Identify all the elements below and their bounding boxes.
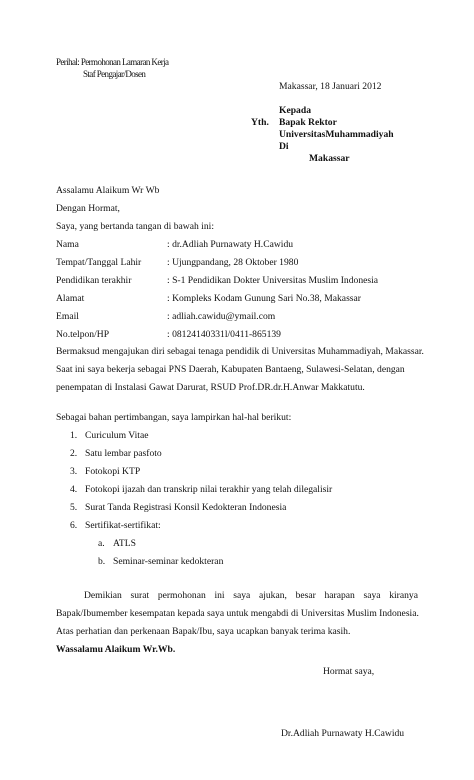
closing-word: surat [130,590,150,601]
identity-label-ttl: Tempat/Tanggal Lahir [56,257,142,268]
perihal-line-2: Staf Pengajar/Dosen [83,69,146,79]
identity-value-email: : adliah.cawidu@ymail.com [167,311,276,322]
identity-label-alamat: Alamat [56,293,85,304]
closing-word: kiranya [389,590,418,601]
attachment-num: 1. [70,430,78,441]
identity-value-pendidikan: : S-1 Pendidikan Dokter Universitas Muslim Indonesia [167,275,379,286]
recipient-yth: Yth. [251,117,269,128]
closing-line-2: Bapak/Ibumember kesempatan kepada saya untuk mengabdi di Universitas Muslim Indonesia. [56,608,419,619]
wassalam: Wassalamu Alaikum Wr.Wb. [56,644,176,655]
closing-word: besar [295,590,316,601]
identity-label-email: Email [56,311,79,322]
attachment-num: 2. [70,448,78,459]
paragraph-job-line-2: penempatan di Instalasi Gawat Darurat, RSUD Prof.DR.dr.H.Anwar Makkatutu. [56,382,365,393]
identity-value-nama: : dr.Adliah Purnawaty H.Cawidu [167,239,294,250]
closing-word: permohonan [157,590,206,601]
greeting: Assalamu Alaikum Wr Wb [56,185,160,196]
recipient-di: Di [279,141,289,152]
perihal-line-1: Perihal: Permohonan Lamaran Kerja [56,57,169,67]
identity-label-telpon: No.telpon/HP [56,329,110,340]
identity-label-pendidikan: Pendidikan terakhir [56,275,132,286]
attachment-text: Fotokopi KTP [85,466,141,477]
closing-word: saya [233,590,251,601]
intro-text: Saya, yang bertanda tangan di bawah ini: [56,221,214,232]
salutation: Dengan Hormat, [56,203,120,214]
identity-value-alamat: : Kompleks Kodam Gunung Sari No.38, Makassar [167,293,361,304]
closing-word: ajukan, [258,590,287,601]
attachment-text: Sertifikat-sertifikat: [85,520,161,531]
closing-line-3: Atas perhatian dan perkenaan Bapak/Ibu, saya ucapkan banyak terima kasih. [56,626,351,637]
paragraph-job-line-1: Saat ini saya bekerja sebagai PNS Daerah, Kabupaten Bantaeng, Sulawesi-Selatan, dengan [56,364,405,375]
identity-value-ttl: : Ujungpandang, 28 Oktober 1980 [167,257,299,268]
attachment-text: Satu lembar pasfoto [85,448,162,459]
attachment-text: Surat Tanda Registrasi Konsil Kedokteran Indonesia [85,502,287,513]
recipient-city: Makassar [309,153,350,164]
closing-word: harapan [324,590,355,601]
certificate-num: b. [98,556,106,567]
paragraph-purpose: Bermaksud mengajukan diri sebagai tenaga pendidik di Universitas Muhammadiyah, Makassar. [56,346,424,357]
certificate-num: a. [98,538,105,549]
attachment-num: 4. [70,484,78,495]
letter-date: Makassar, 18 Januari 2012 [279,81,382,92]
closing-word: ini [214,590,225,601]
closing-word: saya [363,590,381,601]
recipient-name: Bapak Rektor [279,117,337,128]
closing-line-1 [84,590,418,601]
attachment-num: 5. [70,502,78,513]
attachment-num: 6. [70,520,78,531]
attachment-num: 3. [70,466,78,477]
attachment-text: Curiculum Vitae [85,430,149,441]
recipient-kepada: Kepada [279,105,311,116]
attachments-intro: Sebagai bahan pertimbangan, saya lampirkan hal-hal berikut: [56,412,292,423]
attachment-text: Fotokopi ijazah dan transkrip nilai terakhir yang telah dilegalisir [85,484,333,495]
certificate-text: ATLS [113,538,136,549]
certificate-text: Seminar-seminar kedokteran [113,556,224,567]
hormat-saya: Hormat saya, [323,666,375,677]
identity-value-telpon: : 08124140331l/0411-865139 [167,329,281,340]
closing-word: Demikian [84,590,122,601]
recipient-institution: UniversitasMuhammadiyah [279,129,394,140]
signature-name: Dr.Adliah Purnawaty H.Cawidu [281,728,405,739]
identity-label-nama: Nama [56,239,79,250]
